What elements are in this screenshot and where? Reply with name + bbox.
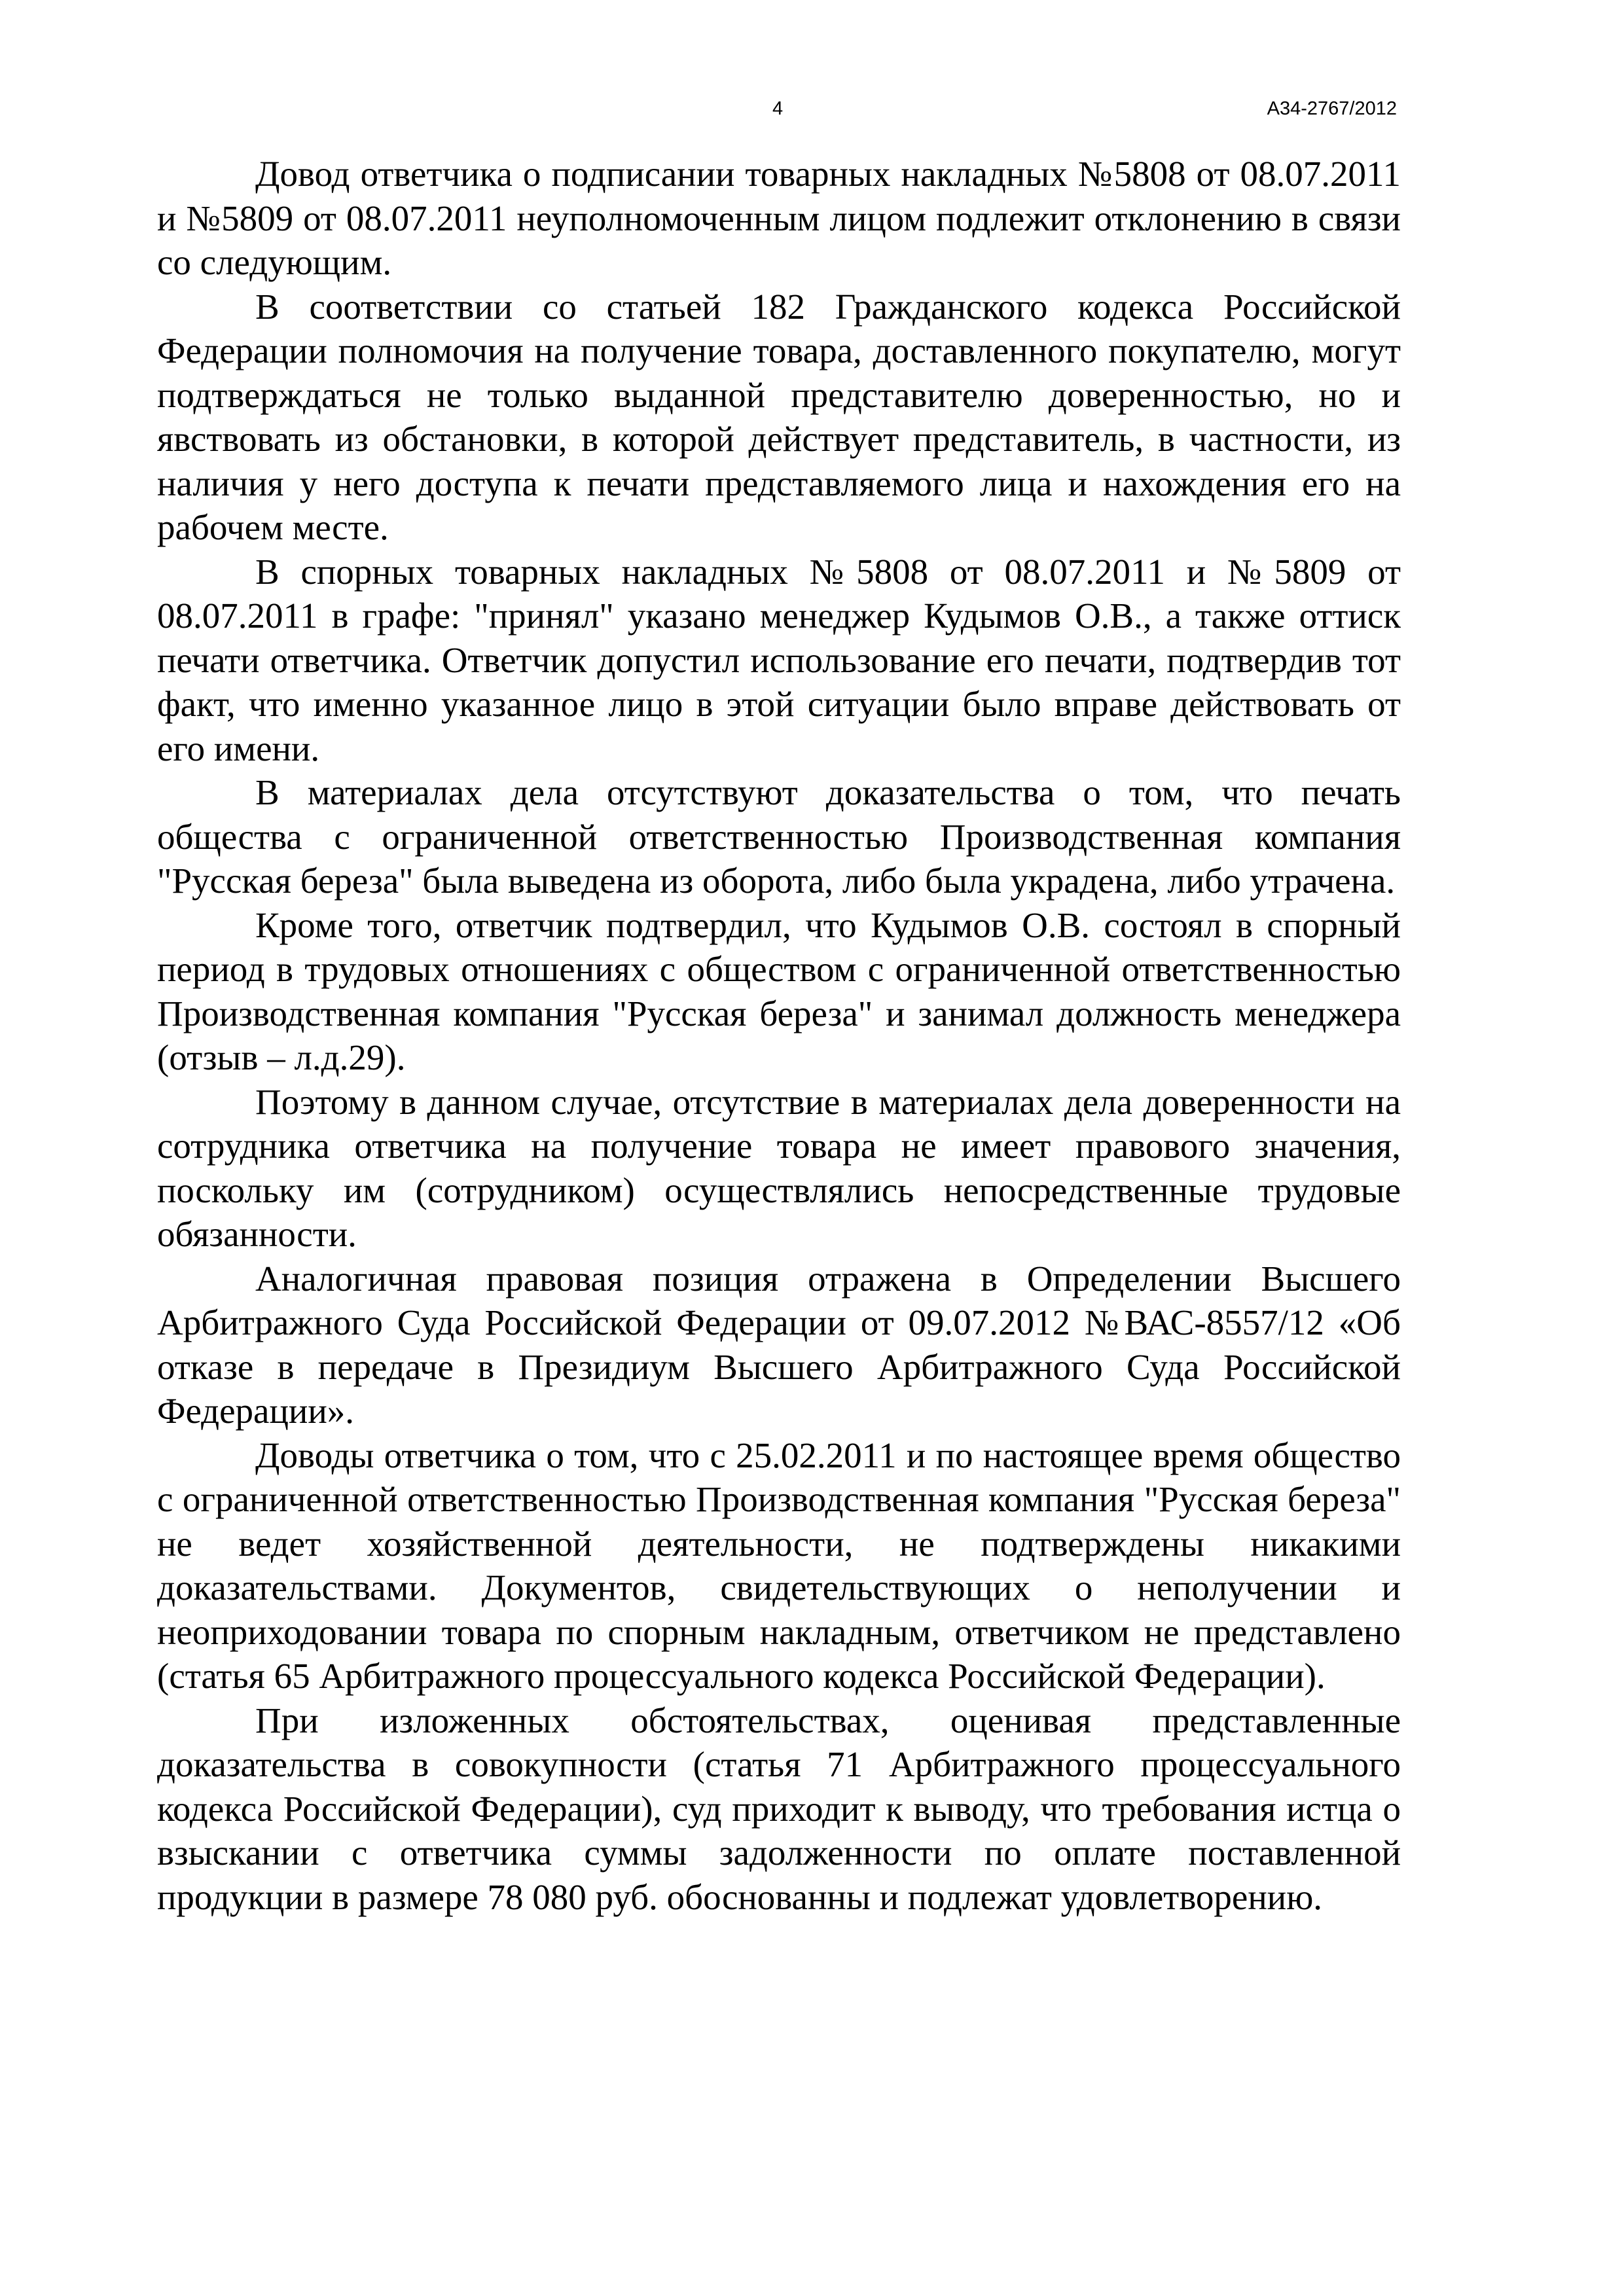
page-header <box>0 98 1624 124</box>
page-number: 4 <box>772 98 784 119</box>
paragraph: Аналогичная правовая позиция отражена в Определении Высшего Арбитражного Суда Российской Федерации от 09.07.2012 №ВАС-8557/12 «Об отказе в передаче в Президиум Высшего Арбитражного Суда Российской Федерации». <box>157 1258 1401 1431</box>
paragraph: Кроме того, ответчик подтвердил, что Кудымов О.В. состоял в спорный период в трудовых отношениях с обществом с ограниченной ответственностью Производственная компания "Русская береза" и занимал должность менеджера (отзыв – л.д.29). <box>157 905 1401 1077</box>
paragraph: Довод ответчика о подписании товарных накладных №5808 от 08.07.2011 и №5809 от 08.07.2011 неуполномоченным лицом подлежит отклонению в связи со следующим. <box>157 154 1401 282</box>
paragraph: При изложенных обстоятельствах, оценивая представленные доказательства в совокупности (статья 71 Арбитражного процессуального кодекса Российской Федерации), суд приходит к выводу, что требования истца о взыскании с ответчика суммы задолженности по оплате поставленной продукции в размере 78 080 руб. обоснованны и подлежат удовлетворению. <box>157 1700 1401 1917</box>
paragraph: В материалах дела отсутствуют доказательства о том, что печать общества с ограниченной ответственностью Производственная компания "Русская береза" была выведена из оборота, либо была украдена, либо утрачена. <box>157 772 1401 901</box>
paragraph: Доводы ответчика о том, что с 25.02.2011 и по настоящее время общество с ограниченной ответственностью Производственная компания "Русская береза" не ведет хозяйственной деятельности, не подтверждены никакими доказательствами. Документов, свидетельствующих о неполучении и неоприходовании товара по спорным накладным, ответчиком не представлено (статья 65 Арбитражного процессуального кодекса Российской Федерации). <box>157 1435 1401 1696</box>
paragraph: Поэтому в данном случае, отсутствие в материалах дела доверенности на сотрудника ответчика на получение товара не имеет правового значения, поскольку им (сотрудником) осуществлялись непосредственные трудовые обязанности. <box>157 1081 1401 1254</box>
paragraph: В соответствии со статьей 182 Гражданского кодекса Российской Федерации полномочия на получение товара, доставленного покупателю, могут подтверждаться не только выданной представителю доверенностью, но и явствовать из обстановки, в которой действует представитель, в частности, из наличия у него доступа к печати представляемого лица и нахождения его на рабочем месте. <box>157 286 1401 547</box>
paragraph: В спорных товарных накладных №5808 от 08.07.2011 и №5809 от 08.07.2011 в графе: "принял" указано менеджер Кудымов О.В., а также оттиск печати ответчика. Ответчик допустил использование его печати, подтвердив тот факт, что именно указанное лицо в этой ситуации было вправе действовать от его имени. <box>157 551 1401 768</box>
document-body <box>157 152 1401 1919</box>
case-number: А34-2767/2012 <box>1267 98 1397 119</box>
